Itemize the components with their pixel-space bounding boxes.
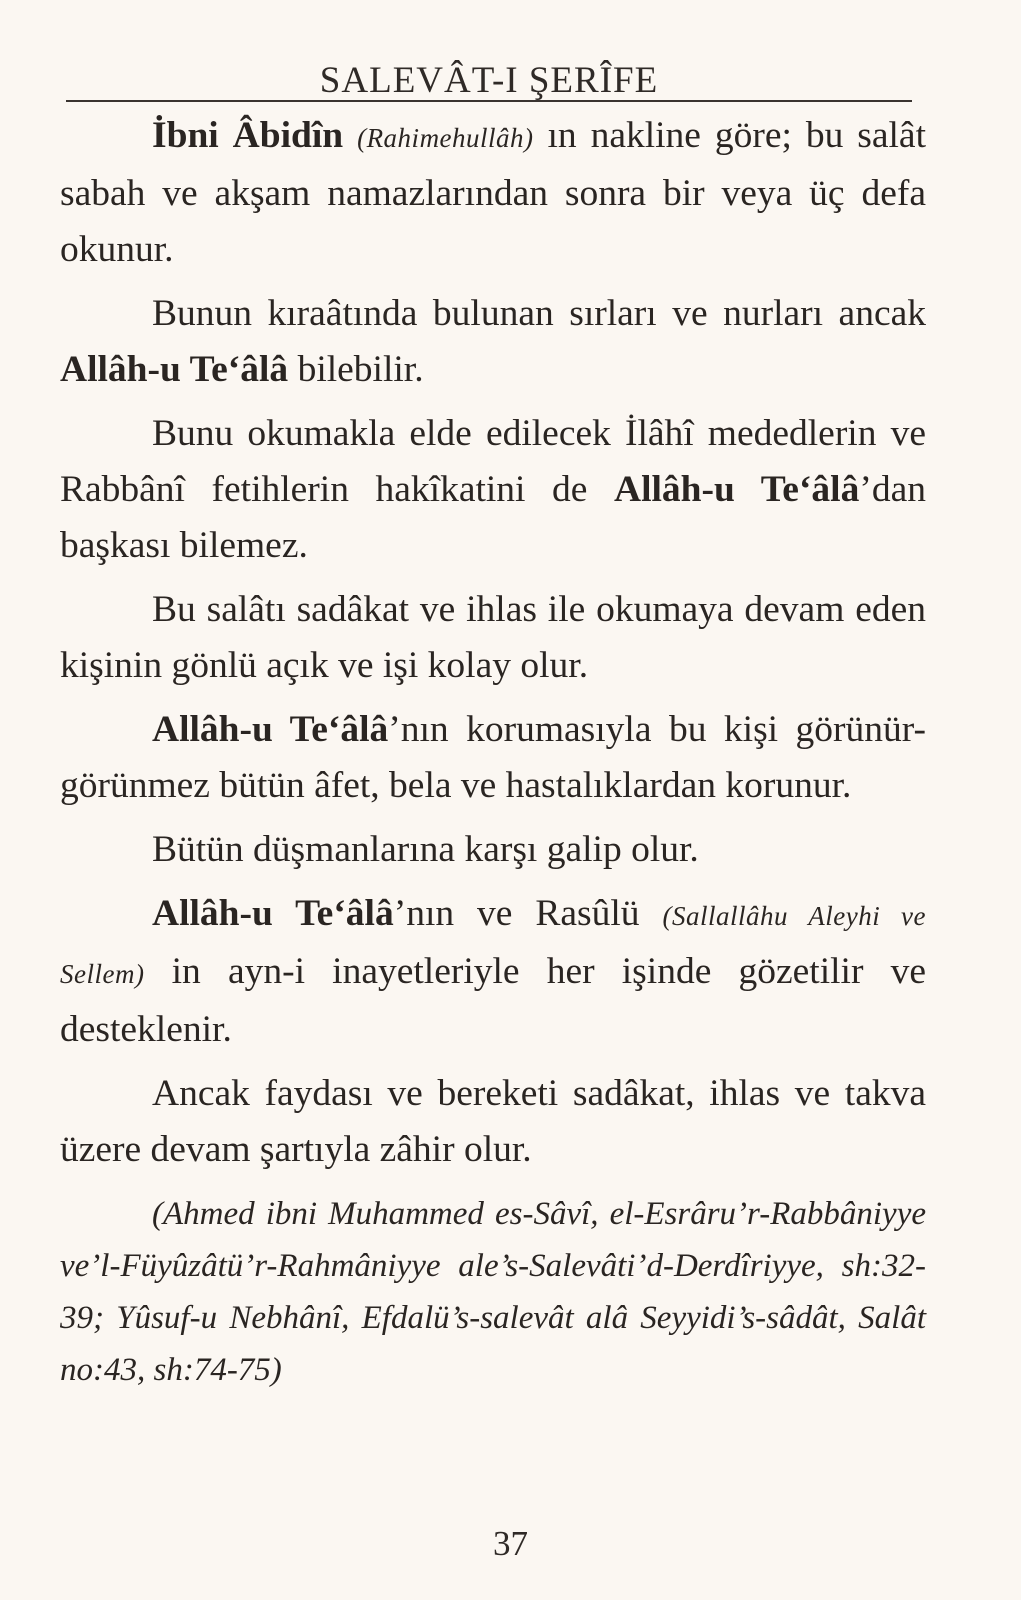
divine-name: Allâh-u Te‘âlâ [152,709,389,750]
paragraph-text: Bu salâtı sadâkat ve ihlas ile okumaya devam eden kişinin gönlü açık ve işi kolay olur. [60,589,926,686]
source-citation: (Ahmed ibni Muhammed es-Sâvî, el-Esrâru’r-Rabbâniyye ve’l-Füyûzâtü’r-Rahmâniyye ale’s-Salevâti’d-Derdîriyye, sh:32-39; Yûsuf-u Nebhânî, Efdalü’s-salevât alâ Seyyidi’s-sâdât, Salât no:43, sh:74-75) [60,1196,926,1388]
paragraph-2 [60,286,926,398]
header-title: SALEVÂT-I ŞERÎFE [319,60,659,101]
paragraph-5 [60,702,926,814]
paragraph-text: Bunun kıraâtında bulunan sırları ve nurları ancak [152,293,926,334]
paragraph-6 [60,822,926,878]
paragraph-text: Ancak faydası ve bereketi sadâkat, ihlas ve takva üzere devam şartıyla zâhir olur. [60,1073,926,1170]
paragraph-text: ’nın ve Rasûlü [393,893,663,934]
author-name: İbni Âbidîn [152,115,344,156]
paragraph-text: ’nın korumasıyla bu kişi görünür-görünmez bütün âfet, bela ve hastalıklardan korunur. [60,709,926,806]
paragraph-3 [60,406,926,574]
running-header [66,50,912,102]
paragraph-8 [60,1066,926,1178]
paragraph-text: ’dan başkası bilemez. [60,469,926,566]
paragraph-7 [60,886,926,1058]
paragraph-text: Bunu okumakla elde edilecek İlâhî mededlerin ve Rabbânî fetihlerin hakîkatini de [60,413,926,510]
paragraph-text: Bütün düşmanlarına karşı galip olur. [152,829,699,870]
paragraph-1 [60,108,926,278]
honorific: (Rahimehullâh) [357,123,534,153]
honorific: (Sallallâhu Aleyhi ve Sellem) [60,901,926,989]
divine-name: Allâh-u Te‘âlâ [60,349,289,390]
page-number: 37 [493,1524,528,1563]
page-body [60,108,926,1396]
paragraph-text: bilebilir. [288,349,424,390]
divine-name: Allâh-u Te‘âlâ [152,893,394,934]
paragraph-text: ın nakline göre; bu salât sabah ve akşam namazlarından sonra bir veya üç defa okunur. [60,115,926,270]
paragraph-4 [60,582,926,694]
paragraph-text: in ayn-i inayetleriyle her işinde gözetilir ve desteklenir. [60,951,926,1050]
divine-name: Allâh-u Te‘âlâ [613,469,860,510]
